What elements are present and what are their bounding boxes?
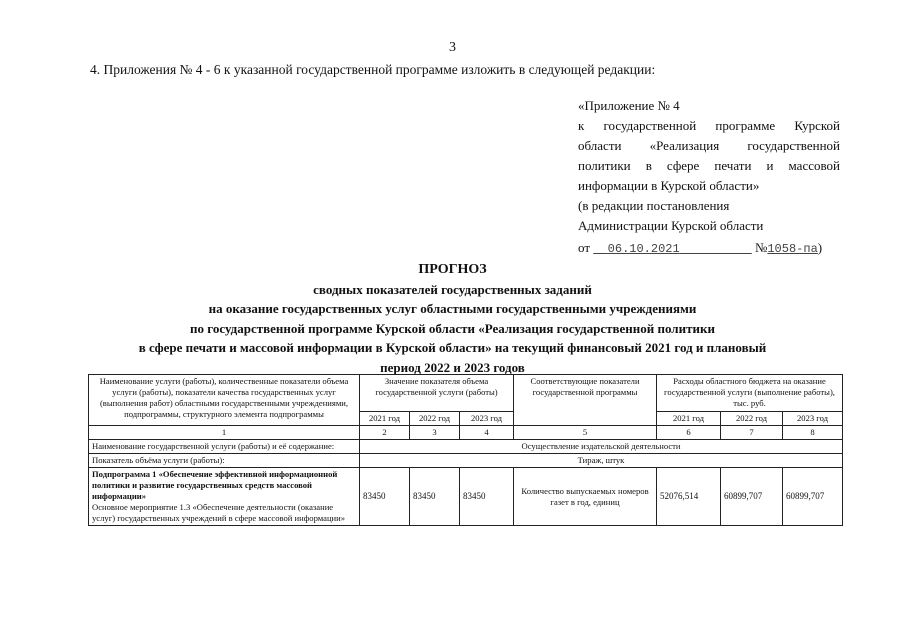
header-program-indicators: Соответствующие показатели государственной программы [514,375,657,426]
appendix-line: информации в Курской области» [578,178,760,193]
appendix-line: Администрации Курской области [578,218,764,233]
heading-title: ПРОГНОЗ [418,262,487,277]
table-header-row [89,375,843,412]
column-number: 7 [721,426,783,440]
appendix-attachment-block [578,96,840,259]
decree-number: 1058-па [767,242,818,256]
column-number: 4 [460,426,514,440]
service-name-label: Наименование государственной услуги (работы) и её содержание: [89,440,360,454]
header-volume: Значение показателя объема государственной услуги (работы) [360,375,514,412]
decree-date: 06.10.2021 [607,242,680,256]
volume-2022: 83450 [410,468,460,526]
year-cell: 2021 год [360,412,410,426]
appendix-line: (в редакции постановления [578,198,730,213]
table-row [89,440,843,454]
budget-2021: 52076,514 [657,468,721,526]
forecast-table [88,374,843,526]
year-cell: 2023 год [460,412,514,426]
header-budget: Расходы областного бюджета на оказание государственной услуги (выполнение работы), тыс. руб. [657,375,843,412]
subprogram-cell [89,468,360,526]
decree-date-number-line [578,238,840,259]
heading-line: сводных показателей государственных заданий [313,281,592,297]
budget-2022: 60899,707 [721,468,783,526]
heading-line: период 2022 и 2023 годов [380,359,525,375]
service-name-value: Осуществление издательской деятельности [360,440,843,454]
column-number: 5 [514,426,657,440]
year-cell: 2021 год [657,412,721,426]
intro-paragraph: 4. Приложения № 4 - 6 к указанной государственной программе изложить в следующей редакции: [90,62,656,77]
appendix-line: политики в сфере печати и массовой [578,158,840,173]
table-row [89,454,843,468]
column-number: 6 [657,426,721,440]
heading-line: по государственной программе Курской области «Реализация государственной политики [190,320,715,336]
volume-indicator-label: Показатель объёма услуги (работы): [89,454,360,468]
document-heading [0,260,905,377]
appendix-line: «Приложение № 4 [578,98,680,113]
year-cell: 2022 год [410,412,460,426]
column-number: 2 [360,426,410,440]
number-label: № [754,240,768,255]
heading-line: в сфере печати и массовой информации в Курской области» на текущий финансовый 2021 год и плановый [138,340,767,355]
column-number: 8 [783,426,843,440]
appendix-line: к государственной программе Курской [578,118,840,133]
volume-2021: 83450 [360,468,410,526]
table-row [89,468,843,526]
from-label: от [578,240,591,255]
header-service-name: Наименование услуги (работы), количественные показатели объема услуги (работы), показатели качества государственных услуг (выполнения работ) областными государственными учреждениями, подпрограммы, структурного элемента подпрограммы [89,375,360,426]
column-number: 1 [89,426,360,440]
subprogram-name: Подпрограмма 1 «Обеспечение эффективной информационной политики и развитие государственных средств массовой информации» [92,469,338,501]
year-cell: 2023 год [783,412,843,426]
program-indicator: Количество выпускаемых номеров газет в год, единиц [514,468,657,526]
column-number: 3 [410,426,460,440]
table-numbering-row [89,426,843,440]
volume-2023: 83450 [460,468,514,526]
volume-indicator-value: Тираж, штук [360,454,843,468]
year-cell: 2022 год [721,412,783,426]
closing-paren: ) [817,240,823,255]
heading-line: на оказание государственных услуг областными государственными учреждениями [208,301,697,316]
page-number: 3 [449,40,456,55]
budget-2023: 60899,707 [783,468,843,526]
main-activity: Основное мероприятие 1.3 «Обеспечение деятельности (оказание услуг) государственных учреждений в сфере массовой информации» [92,502,346,523]
appendix-line: области «Реализация государственной [578,138,840,153]
